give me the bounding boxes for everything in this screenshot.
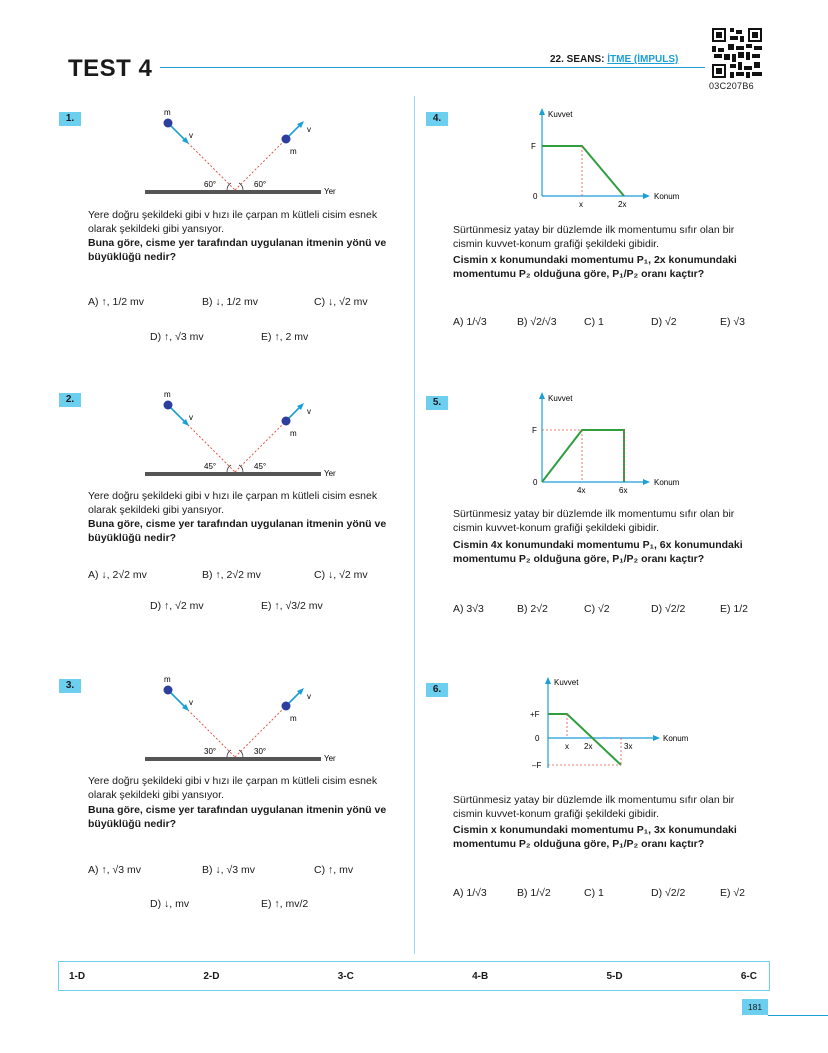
session-topic: İTME (İMPULS) (607, 54, 679, 65)
option-a[interactable]: A) ↓, 2√2 mv (88, 569, 147, 581)
position-axis-label: Konum (663, 734, 689, 743)
tick-label: 4x (577, 486, 586, 495)
ground-surface (145, 472, 321, 476)
angle-arc (239, 183, 243, 190)
angle-label: 60° (254, 180, 267, 189)
question-prompt-bold: Buna göre, cisme yer tarafından uygulanan itmenin yönü ve büyüklüğü nedir? (88, 237, 387, 263)
tick-label: 0 (533, 192, 538, 201)
question-prompt (453, 824, 763, 851)
angle-label: 60° (204, 180, 217, 189)
tick-label: +F (530, 710, 540, 719)
reflection-figure (140, 390, 370, 482)
question-prompt-bold: Buna göre, cisme yer tarafından uygulanan itmenin yönü ve büyüklüğü nedir? (88, 804, 387, 830)
answer-key-item: 5-D (606, 970, 623, 982)
mass-label: m (164, 108, 171, 117)
option-c[interactable]: C) 1 (584, 887, 604, 899)
option-d[interactable]: D) √2/2 (651, 603, 686, 615)
session-prefix: 22. SEANS: (550, 54, 608, 65)
answer-key (58, 961, 770, 991)
force-position-graph (520, 388, 720, 496)
option-a[interactable]: A) 3√3 (453, 603, 484, 615)
option-c[interactable]: C) 1 (584, 316, 604, 328)
option-d[interactable]: D) √2 (651, 316, 677, 328)
option-e[interactable]: E) ↑, 2 mv (261, 331, 309, 343)
velocity-label: v (307, 125, 311, 134)
option-b[interactable]: B) 1/√2 (517, 887, 551, 899)
angle-label: 45° (254, 462, 267, 471)
option-e[interactable]: E) ↑, √3/2 mv (261, 600, 323, 612)
position-axis-label: Konum (654, 478, 680, 487)
mass-ball (282, 135, 291, 144)
angle-label: 30° (204, 747, 217, 756)
ground-surface (145, 190, 321, 194)
force-curve (542, 146, 624, 196)
tick-label: 3x (624, 742, 633, 751)
velocity-label: v (189, 131, 193, 140)
angle-arc (227, 465, 231, 472)
tick-label: F (531, 142, 536, 151)
mass-label: m (164, 390, 171, 399)
session-title (550, 54, 678, 65)
answer-key-item: 6-C (740, 970, 757, 982)
question-number: 6. (426, 683, 448, 697)
column-divider (414, 96, 415, 954)
angle-arc (227, 750, 231, 757)
answer-key-item: 1-D (69, 970, 86, 982)
mass-label: m (290, 147, 297, 156)
option-d[interactable]: D) ↑, √2 mv (150, 600, 204, 612)
tick-label: –F (532, 761, 542, 770)
option-e[interactable]: E) √2 (720, 887, 746, 899)
option-e[interactable]: E) ↑, mv/2 (261, 898, 309, 910)
title-rule (160, 67, 705, 68)
mass-ball (282, 417, 291, 426)
question-prompt-bold: Cismin 4x konumundaki momentumu P₁, 6x konumundaki momentumu P₂ olduğuna göre, P₁/P₂ oranı kaçtır? (453, 539, 743, 565)
question-prompt (88, 237, 398, 264)
arrowhead-icon (653, 735, 660, 741)
question-prompt (88, 518, 398, 545)
question-prompt (453, 539, 763, 566)
option-e[interactable]: E) √3 (720, 316, 746, 328)
tick-label: 0 (533, 478, 538, 487)
tick-label: 0 (535, 734, 540, 743)
question-text: Yere doğru şekildeki gibi v hızı ile çarpan m kütleli cisim esnek olarak şekildeki gibi yansıyor. (88, 490, 378, 516)
force-curve (548, 714, 621, 765)
option-a[interactable]: A) 1/√3 (453, 887, 487, 899)
arrowhead-icon (539, 108, 545, 115)
reflection-figure (140, 108, 370, 200)
mass-ball (164, 401, 173, 410)
question-prompt (453, 254, 763, 281)
question-text: Sürtünmesiz yatay bir düzlemde ilk momentumu sıfır olan bir cismin kuvvet-konum grafiği şekildeki gibidir. (453, 224, 735, 250)
option-c[interactable]: C) √2 (584, 603, 610, 615)
question-prompt-bold: Cismin x konumundaki momentumu P₁, 2x konumundaki momentumu P₂ olduğuna göre, P₁/P₂ oranı kaçtır? (453, 254, 737, 280)
answer-key-item: 4-B (472, 970, 489, 982)
mass-ball (282, 702, 291, 711)
mass-label: m (290, 429, 297, 438)
force-curve (542, 430, 624, 482)
question-prompt-bold: Cismin x konumundaki momentumu P₁, 3x konumundaki momentumu P₂ olduğuna göre, P₁/P₂ oranı kaçtır? (453, 824, 737, 850)
tick-label: 6x (619, 486, 628, 495)
ground-label: Yer (324, 754, 336, 763)
option-b[interactable]: B) ↓, 1/2 mv (202, 296, 259, 308)
test-title: TEST 4 (68, 55, 153, 82)
mass-label: m (290, 714, 297, 723)
question-text: Sürtünmesiz yatay bir düzlemde ilk momentumu sıfır olan bir cismin kuvvet-konum grafiği şekildeki gibidir. (453, 508, 735, 534)
arrowhead-icon (643, 479, 650, 485)
qr-code-icon[interactable] (712, 28, 762, 78)
answer-key-item: 2-D (203, 970, 220, 982)
reflection-figure (140, 675, 370, 767)
question-text: Sürtünmesiz yatay bir düzlemde ilk momentumu sıfır olan bir cismin kuvvet-konum grafiği şekildeki gibidir. (453, 794, 735, 820)
option-b[interactable]: B) 2√2 (517, 603, 548, 615)
tick-label: x (579, 200, 583, 209)
option-c[interactable]: C) ↓, √2 mv (314, 296, 368, 308)
option-b[interactable]: B) ↑, 2√2 mv (202, 569, 261, 581)
answer-key-item: 3-C (337, 970, 354, 982)
arrowhead-icon (545, 677, 551, 684)
mass-ball (164, 119, 173, 128)
option-d[interactable]: D) ↑, √3 mv (150, 331, 204, 343)
question-number: 3. (59, 679, 81, 693)
question-number: 1. (59, 112, 81, 126)
option-c[interactable]: C) ↑, mv (314, 864, 354, 876)
option-e[interactable]: E) 1/2 (720, 603, 749, 615)
mass-ball (164, 686, 173, 695)
option-d[interactable]: D) √2/2 (651, 887, 686, 899)
question-number: 4. (426, 112, 448, 126)
velocity-label: v (189, 698, 193, 707)
question-text: Yere doğru şekildeki gibi v hızı ile çarpan m kütleli cisim esnek olarak şekildeki gibi yansıyor. (88, 775, 378, 801)
tick-label: 2x (584, 742, 593, 751)
option-b[interactable]: B) √2/√3 (517, 316, 557, 328)
velocity-label: v (189, 413, 193, 422)
tick-label: x (565, 742, 569, 751)
force-position-graph (520, 106, 720, 212)
velocity-label: v (307, 692, 311, 701)
option-a[interactable]: A) 1/√3 (453, 316, 487, 328)
velocity-label: v (307, 407, 311, 416)
option-b[interactable]: B) ↓, √3 mv (202, 864, 256, 876)
ground-label: Yer (324, 469, 336, 478)
tick-label: 2x (618, 200, 627, 209)
option-d[interactable]: D) ↓, mv (150, 898, 190, 910)
option-a[interactable]: A) ↑, 1/2 mv (88, 296, 145, 308)
angle-label: 45° (204, 462, 217, 471)
ground-label: Yer (324, 187, 336, 196)
page-rule (768, 1015, 828, 1016)
angle-arc (239, 465, 243, 472)
force-position-graph (515, 673, 720, 773)
angle-arc (227, 183, 231, 190)
tick-label: F (532, 426, 537, 435)
force-axis-label: Kuvvet (548, 110, 573, 119)
option-c[interactable]: C) ↓, √2 mv (314, 569, 368, 581)
ground-surface (145, 757, 321, 761)
arrowhead-icon (643, 193, 650, 199)
question-number: 2. (59, 393, 81, 407)
question-number: 5. (426, 396, 448, 410)
mass-label: m (164, 675, 171, 684)
question-prompt (88, 804, 398, 831)
qr-code-label: 03C207B6 (709, 81, 754, 91)
option-a[interactable]: A) ↑, √3 mv (88, 864, 142, 876)
force-axis-label: Kuvvet (554, 678, 579, 687)
angle-label: 30° (254, 747, 267, 756)
question-prompt-bold: Buna göre, cisme yer tarafından uygulanan itmenin yönü ve büyüklüğü nedir? (88, 518, 387, 544)
arrowhead-icon (539, 392, 545, 399)
force-axis-label: Kuvvet (548, 394, 573, 403)
angle-arc (239, 750, 243, 757)
position-axis-label: Konum (654, 192, 680, 201)
page-number: 181 (742, 999, 768, 1015)
question-text: Yere doğru şekildeki gibi v hızı ile çarpan m kütleli cisim esnek olarak şekildeki gibi yansıyor. (88, 209, 378, 235)
